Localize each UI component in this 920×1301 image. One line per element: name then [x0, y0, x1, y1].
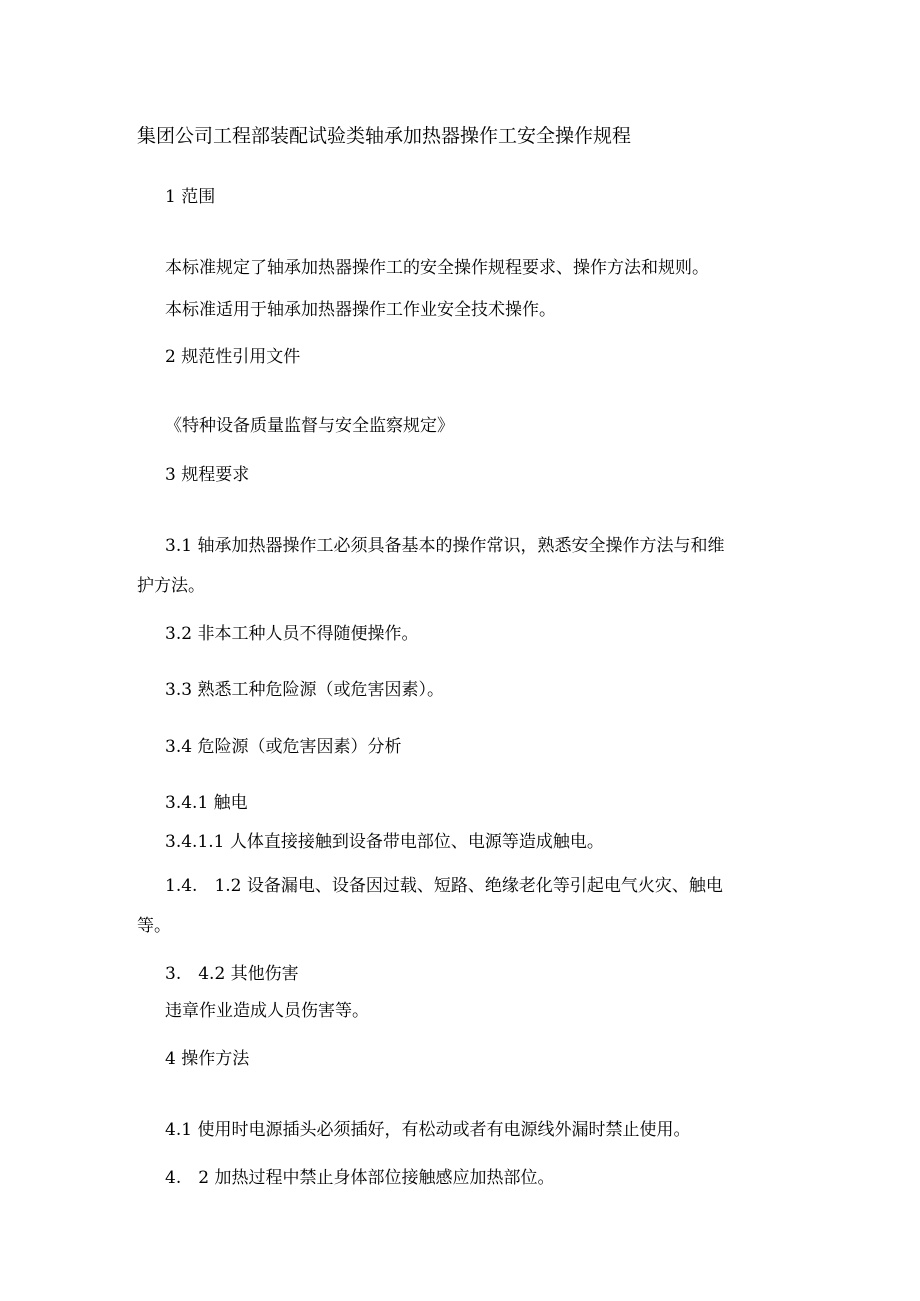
- clause-4-2: 4. 2 加热过程中禁止身体部位接触感应加热部位。: [165, 1168, 555, 1188]
- clause-3-3: 3.3 熟悉工种危险源（或危害因素）。: [165, 680, 444, 700]
- clause-3-4-1-1: 3.4.1.1 人体直接接触到设备带电部位、电源等造成触电。: [165, 832, 604, 852]
- clause-4-1: 4.1 使用时电源插头必须插好，有松动或者有电源线外漏时禁止使用。: [165, 1120, 691, 1140]
- section-1-heading: 1 范围: [165, 187, 216, 207]
- clause-3-2: 3.2 非本工种人员不得随便操作。: [165, 624, 419, 644]
- section-4-heading: 4 操作方法: [165, 1049, 250, 1069]
- section-1-paragraph-2: 本标准适用于轴承加热器操作工作业安全技术操作。: [165, 300, 556, 320]
- clause-3-4: 3.4 危险源（或危害因素）分析: [165, 737, 402, 757]
- clause-3-4-2-text: 违章作业造成人员伤害等。: [165, 1001, 369, 1021]
- document-title: 集团公司工程部装配试验类轴承加热器操作工安全操作规程: [137, 125, 632, 147]
- section-2-reference: 《特种设备质量监督与安全监察规定》: [165, 416, 454, 436]
- section-2-heading: 2 规范性引用文件: [165, 347, 301, 367]
- section-3-heading: 3 规程要求: [165, 465, 250, 485]
- clause-1-4-line-1: 1.4. 1.2 设备漏电、设备因过载、短路、绝缘老化等引起电气火灾、触电: [165, 876, 723, 896]
- clause-3-4-1: 3.4.1 触电: [165, 793, 248, 813]
- section-1-paragraph-1: 本标准规定了轴承加热器操作工的安全操作规程要求、操作方法和规则。: [165, 258, 709, 278]
- clause-3-4-2: 3. 4.2 其他伤害: [165, 964, 299, 984]
- clause-3-1-line-2: 护方法。: [137, 576, 205, 596]
- clause-1-4-line-2: 等。: [137, 916, 171, 936]
- clause-3-1-line-1: 3.1 轴承加热器操作工必须具备基本的操作常识，熟悉安全操作方法与和维: [165, 536, 725, 556]
